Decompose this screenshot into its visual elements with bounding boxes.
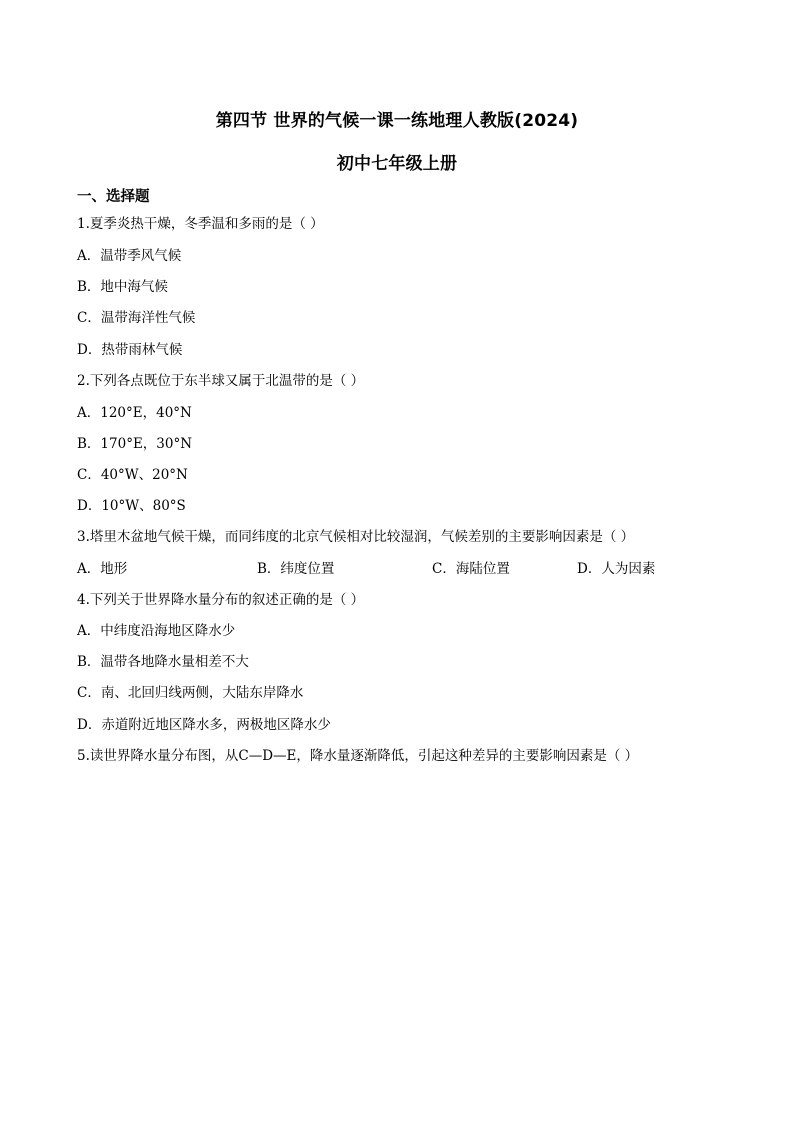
question-4-option-b: B．温带各地降水量相差不大 bbox=[77, 654, 249, 670]
question-1-option-c: C．温带海洋性气候 bbox=[77, 310, 196, 326]
question-1-option-d: D．热带雨林气候 bbox=[77, 342, 183, 358]
question-3-option-c: C．海陆位置 bbox=[432, 561, 510, 577]
question-4-option-d: D．赤道附近地区降水多，两极地区降水少 bbox=[77, 717, 331, 733]
question-2-option-d: D．10°W、80°S bbox=[77, 498, 186, 514]
question-3-option-b: B．纬度位置 bbox=[257, 561, 335, 577]
question-2-option-b: B．170°E，30°N bbox=[77, 436, 193, 452]
document-subtitle: 初中七年级上册 bbox=[336, 154, 458, 174]
question-1-option-b: B．地中海气候 bbox=[77, 279, 168, 295]
question-4-option-c: C．南、北回归线两侧，大陆东岸降水 bbox=[77, 685, 304, 701]
question-2-option-a: A．120°E，40°N bbox=[77, 405, 192, 421]
question-4-option-a: A．中纬度沿海地区降水少 bbox=[77, 623, 236, 639]
question-3-option-d: D．人为因素 bbox=[577, 561, 656, 577]
question-1-option-a: A．温带季风气候 bbox=[77, 248, 182, 264]
question-5-stem: 5.读世界降水量分布图，从C—D—E，降水量逐渐降低，引起这种差异的主要影响因素是（ ） bbox=[77, 748, 639, 764]
section-heading: 一、选择题 bbox=[77, 189, 150, 205]
document-title: 第四节 世界的气候一课一练地理人教版(2024) bbox=[215, 111, 579, 131]
question-3-stem: 3.塔里木盆地气候干燥，而同纬度的北京气候相对比较湿润，气候差别的主要影响因素是（ ） bbox=[77, 529, 635, 545]
question-2-stem: 2.下列各点既位于东半球又属于北温带的是（ ） bbox=[77, 373, 365, 389]
question-2-option-c: C．40°W、20°N bbox=[77, 467, 188, 483]
question-3-option-a: A．地形 bbox=[77, 561, 128, 577]
question-4-stem: 4.下列关于世界降水量分布的叙述正确的是（ ） bbox=[77, 592, 365, 608]
question-1-stem: 1.夏季炎热干燥，冬季温和多雨的是（ ） bbox=[77, 216, 324, 232]
